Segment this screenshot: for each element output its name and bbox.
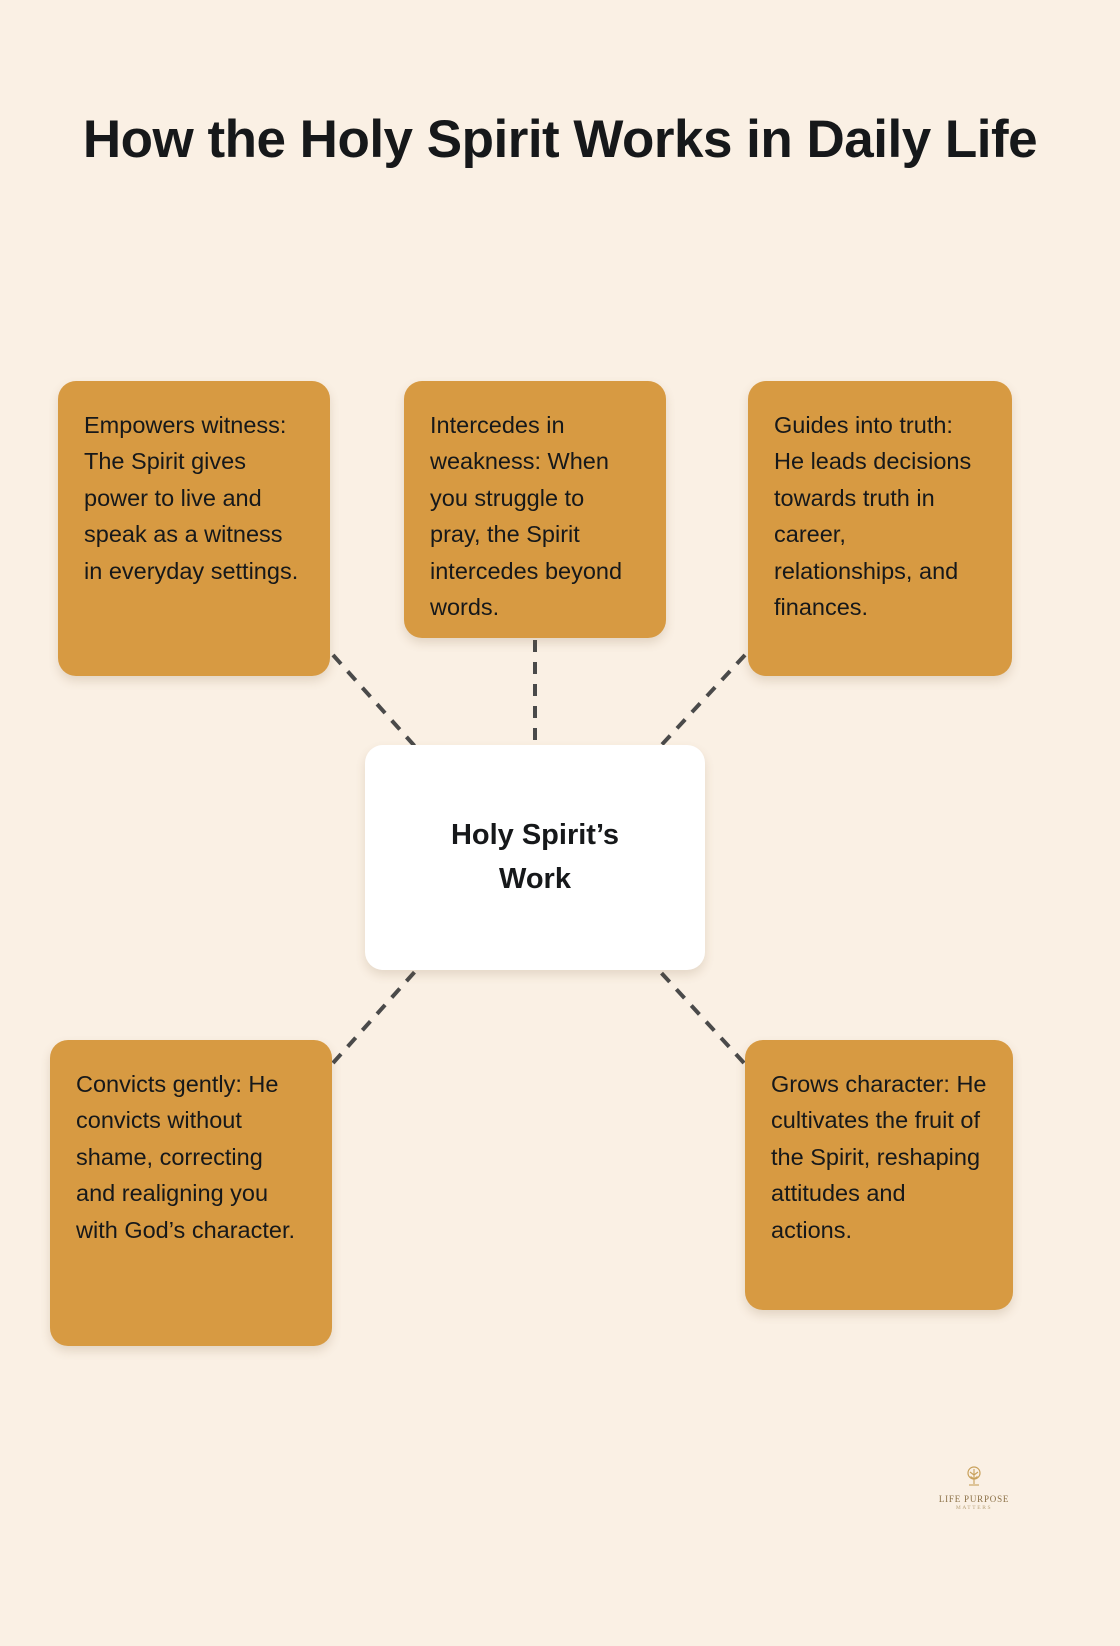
connector-line-empowers-witness bbox=[333, 655, 420, 752]
node-card-text: Guides into truth: He leads decisions towards truth in career, relationships, and finances. bbox=[774, 412, 972, 621]
brand-logo bbox=[928, 1466, 1020, 1511]
node-card-convicts-gently bbox=[50, 1040, 332, 1346]
node-card-grows-character bbox=[745, 1040, 1013, 1310]
node-card-intercedes-in-weakness bbox=[404, 381, 666, 638]
node-card-text: Grows character: He cultivates the fruit of the Spirit, reshaping attitudes and actions. bbox=[771, 1071, 987, 1243]
node-card-empowers-witness bbox=[58, 381, 330, 676]
node-card-guides-into-truth bbox=[748, 381, 1012, 676]
connector-line-grows-character bbox=[655, 966, 744, 1063]
brand-name: LIFE PURPOSE bbox=[938, 1494, 1010, 1504]
center-node-label: Holy Spirit’s Work bbox=[450, 819, 620, 895]
page-title: How the Holy Spirit Works in Daily Life bbox=[82, 110, 1038, 169]
tree-icon-svg bbox=[964, 1466, 984, 1488]
brand-tagline: MATTERS bbox=[955, 1505, 993, 1511]
node-card-text: Empowers witness: The Spirit gives power to live and speak as a witness in everyday settings. bbox=[84, 412, 299, 584]
node-card-text: Convicts gently: He convicts without shame, correcting and realigning you with God’s character. bbox=[76, 1071, 296, 1243]
center-node bbox=[365, 745, 705, 970]
tree-icon bbox=[928, 1466, 1020, 1492]
connector-line-convicts-gently bbox=[333, 966, 420, 1063]
connector-line-guides-into-truth bbox=[655, 655, 745, 752]
node-card-text: Intercedes in weakness: When you struggle to pray, the Spirit intercedes beyond words. bbox=[430, 412, 623, 621]
